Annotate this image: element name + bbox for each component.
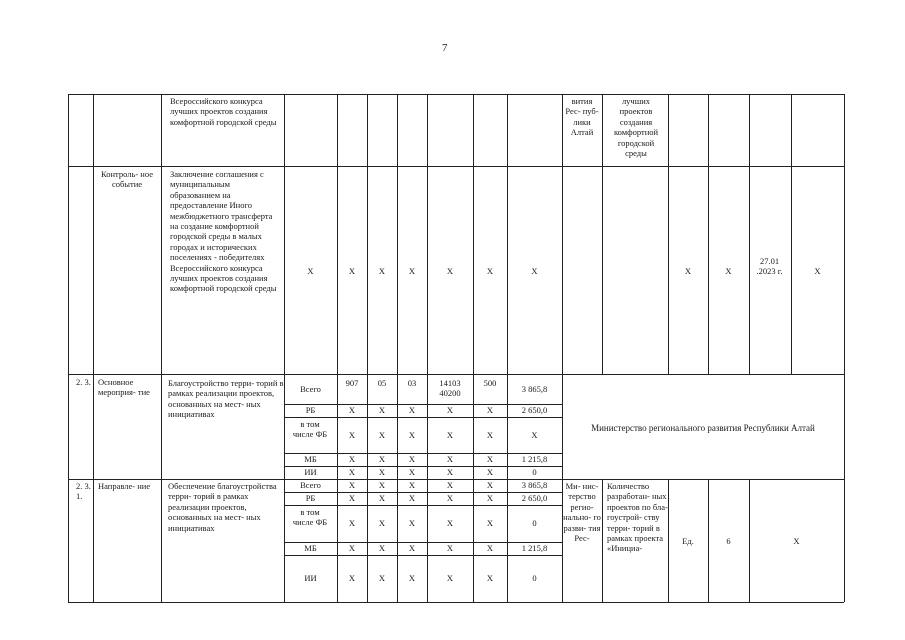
sum-cell: X <box>531 430 538 440</box>
row4-description: Обеспечение благоустройства терри- торий в рамках реализации проектов, основанных на мест- ных инициативах <box>168 481 277 533</box>
csr-cell: X <box>446 480 454 490</box>
source-cell: МБ <box>304 543 317 553</box>
row2-last: X <box>814 266 821 276</box>
vr-cell: X <box>486 573 494 583</box>
vr-cell: X <box>486 543 494 553</box>
sum-cell: 2 650,0 <box>521 405 548 415</box>
grbs-cell: X <box>348 573 356 583</box>
row3-executor: Министерство регионального развития Республики Алтай <box>591 423 815 433</box>
csr-cell: 14103 40200 <box>439 378 461 399</box>
rz-cell: X <box>378 518 386 528</box>
row3-type: Основное мероприя- тие <box>98 377 150 398</box>
sum-cell: 3 865,8 <box>521 384 548 394</box>
sum-cell: 1 215,8 <box>521 454 548 464</box>
row4-num: 2. 3. 1. <box>76 481 91 502</box>
rz-cell: X <box>378 405 386 415</box>
row2-description: Заключение соглашения с муниципальным образованием на предоставление Иного межбюджетного трансферта на создание комфортной городской среды в малых городах и исторических поселениях - победителях Всероссийского конкурса лучших проектов создания комфортной городской среды <box>170 169 277 294</box>
vr-cell: X <box>486 493 494 503</box>
vr-cell: X <box>486 467 494 477</box>
row2-x5: X <box>446 266 454 276</box>
sum-cell: 3 865,8 <box>521 480 548 490</box>
rz-cell: X <box>378 454 386 464</box>
csr-cell: X <box>446 430 454 440</box>
row4-type: Направле- ние <box>98 481 151 491</box>
grbs-cell: X <box>348 467 356 477</box>
row2-date: 27.01 .2023 г. <box>756 256 783 277</box>
rz-cell: 05 <box>377 378 387 388</box>
row4-unit: Ед. <box>682 536 694 546</box>
sum-cell: 0 <box>532 467 537 477</box>
pr-cell: X <box>408 480 416 490</box>
rz-cell: X <box>378 430 386 440</box>
pr-cell: X <box>408 493 416 503</box>
pr-cell: X <box>408 573 416 583</box>
row2-type: Контроль- ное событие <box>100 169 153 190</box>
row4-last: X <box>793 536 800 546</box>
source-cell: РБ <box>305 405 316 415</box>
vr-cell: X <box>486 518 494 528</box>
row2-target: X <box>725 266 732 276</box>
pr-cell: X <box>408 467 416 477</box>
csr-cell: X <box>446 467 454 477</box>
row4-executor: Ми- нис- терство регио- нально- го разви- тия Рес- <box>563 481 601 544</box>
row4-indicator: Количество разработан- ных проектов по бла- гоустрой- ству терри- торий в рамках проекта «Инициа- <box>607 481 668 554</box>
row2-x6: X <box>486 266 494 276</box>
row2-x7: X <box>531 266 538 276</box>
row4-target: 6 <box>726 536 731 546</box>
pr-cell: 03 <box>407 378 417 388</box>
row3-num: 2. 3. <box>76 377 91 387</box>
rz-cell: X <box>378 467 386 477</box>
grbs-cell: X <box>348 518 356 528</box>
source-cell: в том числе ФБ <box>292 507 328 528</box>
pr-cell: X <box>408 543 416 553</box>
row1-description: Всероссийского конкурса лучших проектов создания комфортной городской среды <box>170 96 277 127</box>
pr-cell: X <box>408 518 416 528</box>
source-cell: ИИ <box>304 467 317 477</box>
sum-cell: 0 <box>532 518 537 528</box>
csr-cell: X <box>446 454 454 464</box>
grbs-cell: X <box>348 480 356 490</box>
row2-x3: X <box>378 266 386 276</box>
rz-cell: X <box>378 573 386 583</box>
source-cell: МБ <box>304 454 317 464</box>
grbs-cell: 907 <box>345 378 359 388</box>
csr-cell: X <box>446 493 454 503</box>
grbs-cell: X <box>348 543 356 553</box>
row2-x1: X <box>307 266 314 276</box>
vr-cell: X <box>486 405 494 415</box>
source-cell: Всего <box>300 384 321 394</box>
pr-cell: X <box>408 405 416 415</box>
row2-x4: X <box>408 266 416 276</box>
row1-executor: вития Рес- пуб- лики Алтай <box>565 96 599 138</box>
vr-cell: X <box>486 430 494 440</box>
csr-cell: X <box>446 543 454 553</box>
sum-cell: 1 215,8 <box>521 543 548 553</box>
grbs-cell: X <box>348 454 356 464</box>
vr-cell: X <box>486 454 494 464</box>
source-cell: Всего <box>300 480 321 490</box>
csr-cell: X <box>446 405 454 415</box>
vr-cell: 500 <box>483 378 497 388</box>
grbs-cell: X <box>348 430 356 440</box>
sum-cell: 0 <box>532 573 537 583</box>
rz-cell: X <box>378 480 386 490</box>
rz-cell: X <box>378 493 386 503</box>
row1-indicator: лучших проектов создания комфортной городской среды <box>613 96 659 159</box>
grbs-cell: X <box>348 405 356 415</box>
page-number: 7 <box>442 42 448 54</box>
csr-cell: X <box>446 518 454 528</box>
row3-description: Благоустройство терри- торий в рамках реализации проектов, основанных на мест- ных инициативах <box>168 378 284 420</box>
sum-cell: 2 650,0 <box>521 493 548 503</box>
row2-x2: X <box>348 266 356 276</box>
vr-cell: X <box>486 480 494 490</box>
source-cell: ИИ <box>304 573 317 583</box>
pr-cell: X <box>408 430 416 440</box>
pr-cell: X <box>408 454 416 464</box>
csr-cell: X <box>446 573 454 583</box>
rz-cell: X <box>378 543 386 553</box>
grbs-cell: X <box>348 493 356 503</box>
source-cell: в том числе ФБ <box>292 419 328 440</box>
source-cell: РБ <box>305 493 316 503</box>
row2-unit: X <box>684 266 692 276</box>
